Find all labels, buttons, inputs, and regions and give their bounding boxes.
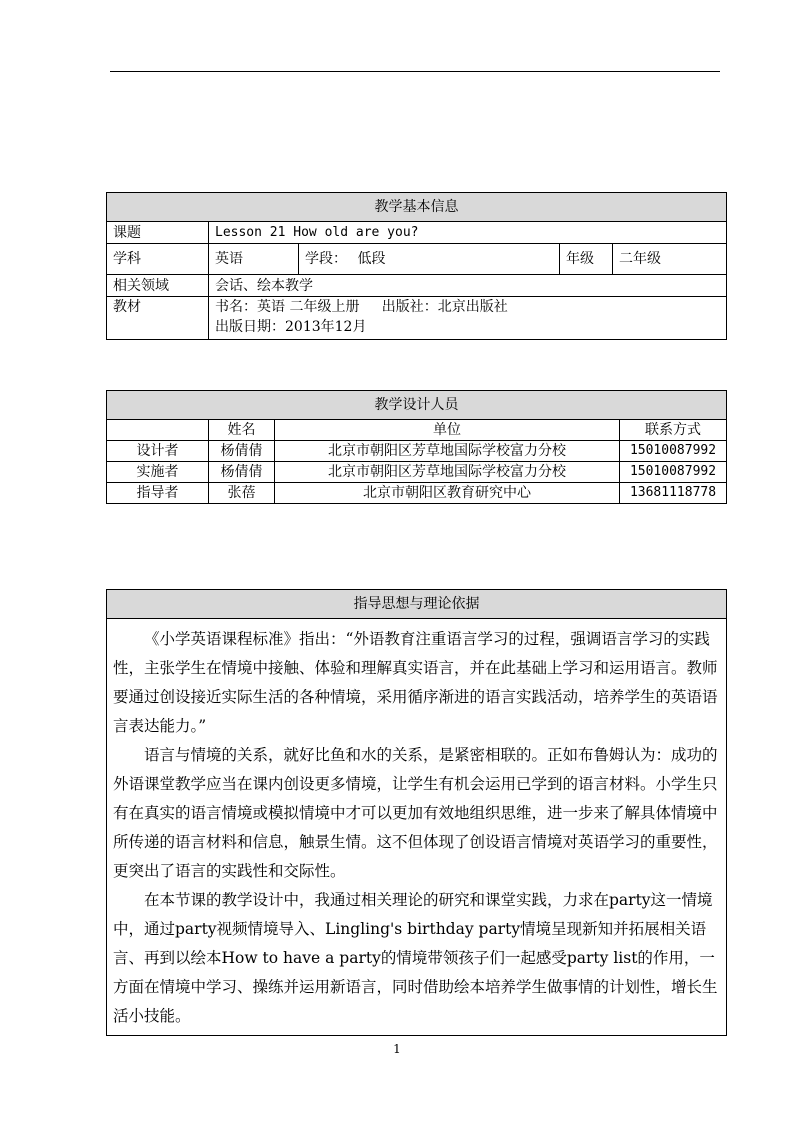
- field-value: 会话、绘本教学: [209, 275, 727, 297]
- role-cell: 指导者: [107, 483, 209, 504]
- designers-title: 教学设计人员: [107, 391, 727, 420]
- phone-cell: 15010087992: [620, 441, 727, 462]
- topic-value: Lesson 21 How old are you?: [209, 222, 727, 244]
- phone-cell: 15010087992: [620, 462, 727, 483]
- topic-label: 课题: [107, 222, 209, 244]
- header-contact: 联系方式: [620, 420, 727, 441]
- grade-value: 二年级: [613, 244, 727, 275]
- theory-title: 指导思想与理论依据: [107, 590, 727, 619]
- stage-cell: [299, 244, 560, 275]
- designers-table: [106, 390, 727, 504]
- textbook-value: [209, 297, 727, 340]
- table-row: [107, 483, 727, 504]
- phone-cell: 13681118778: [620, 483, 727, 504]
- theory-paragraph: 《小学英语课程标准》指出：“外语教育注重语言学习的过程，强调语言学习的实践性，主张学生在情境中接触、体验和理解真实语言，并在此基础上学习和运用语言。教师要通过创设接近实际生活的各种情境，采用循序渐进的语言实践活动，培养学生的英语语言表达能力。”: [113, 630, 718, 735]
- stage-label: 学段：: [305, 251, 347, 267]
- name-cell: 张蓓: [209, 483, 275, 504]
- subject-value: 英语: [209, 244, 299, 275]
- theory-paragraph: 在本节课的教学设计中，我通过相关理论的研究和课堂实践，力求在party这一情境中，通过party视频情境导入、Lingling's birthday party情境呈现新知并拓展相关语言、再到以绘本How to have a party的情境带领孩子们一起感受party list的作用，一方面在情境中学习、操练并运用新语言，同时借助绘本培养学生做事情的计划性，增长生活小技能。: [113, 891, 718, 1025]
- header-blank: [107, 420, 209, 441]
- theory-paragraph: 语言与情境的关系，就好比鱼和水的关系，是紧密相联的。正如布鲁姆认为：成功的外语课堂教学应当在课内创设更多情境，让学生有机会运用已学到的语言材料。小学生只有在真实的语言情境或模拟情境中才可以更加有效地组织思维，进一步来了解具体情境中所传递的语言材料和信息，触景生情。这不但体现了创设语言情境对英语学习的重要性，更突出了语言的实践性和交际性。: [113, 746, 718, 880]
- table-row: [107, 462, 727, 483]
- name-cell: 杨倩倩: [209, 462, 275, 483]
- textbook-line2: 出版日期：2013年12月: [215, 319, 367, 335]
- theory-body: [107, 619, 727, 1036]
- header-unit: 单位: [275, 420, 620, 441]
- theory-table: [106, 589, 727, 1036]
- basic-info-table: [106, 192, 727, 340]
- basic-info-title: 教学基本信息: [107, 193, 727, 222]
- header-name: 姓名: [209, 420, 275, 441]
- textbook-label: 教材: [107, 297, 209, 340]
- unit-cell: 北京市朝阳区芳草地国际学校富力分校: [275, 462, 620, 483]
- field-label: 相关领域: [107, 275, 209, 297]
- name-cell: 杨倩倩: [209, 441, 275, 462]
- subject-label: 学科: [107, 244, 209, 275]
- stage-value: 低段: [357, 251, 386, 267]
- unit-cell: 北京市朝阳区芳草地国际学校富力分校: [275, 441, 620, 462]
- page-number: 1: [393, 1042, 401, 1056]
- grade-label: 年级: [560, 244, 613, 275]
- table-row: [107, 441, 727, 462]
- unit-cell: 北京市朝阳区教育研究中心: [275, 483, 620, 504]
- header-rule: [110, 71, 720, 72]
- role-cell: 实施者: [107, 462, 209, 483]
- role-cell: 设计者: [107, 441, 209, 462]
- textbook-line1: 书名：英语 二年级上册 出版社：北京出版社: [215, 299, 508, 315]
